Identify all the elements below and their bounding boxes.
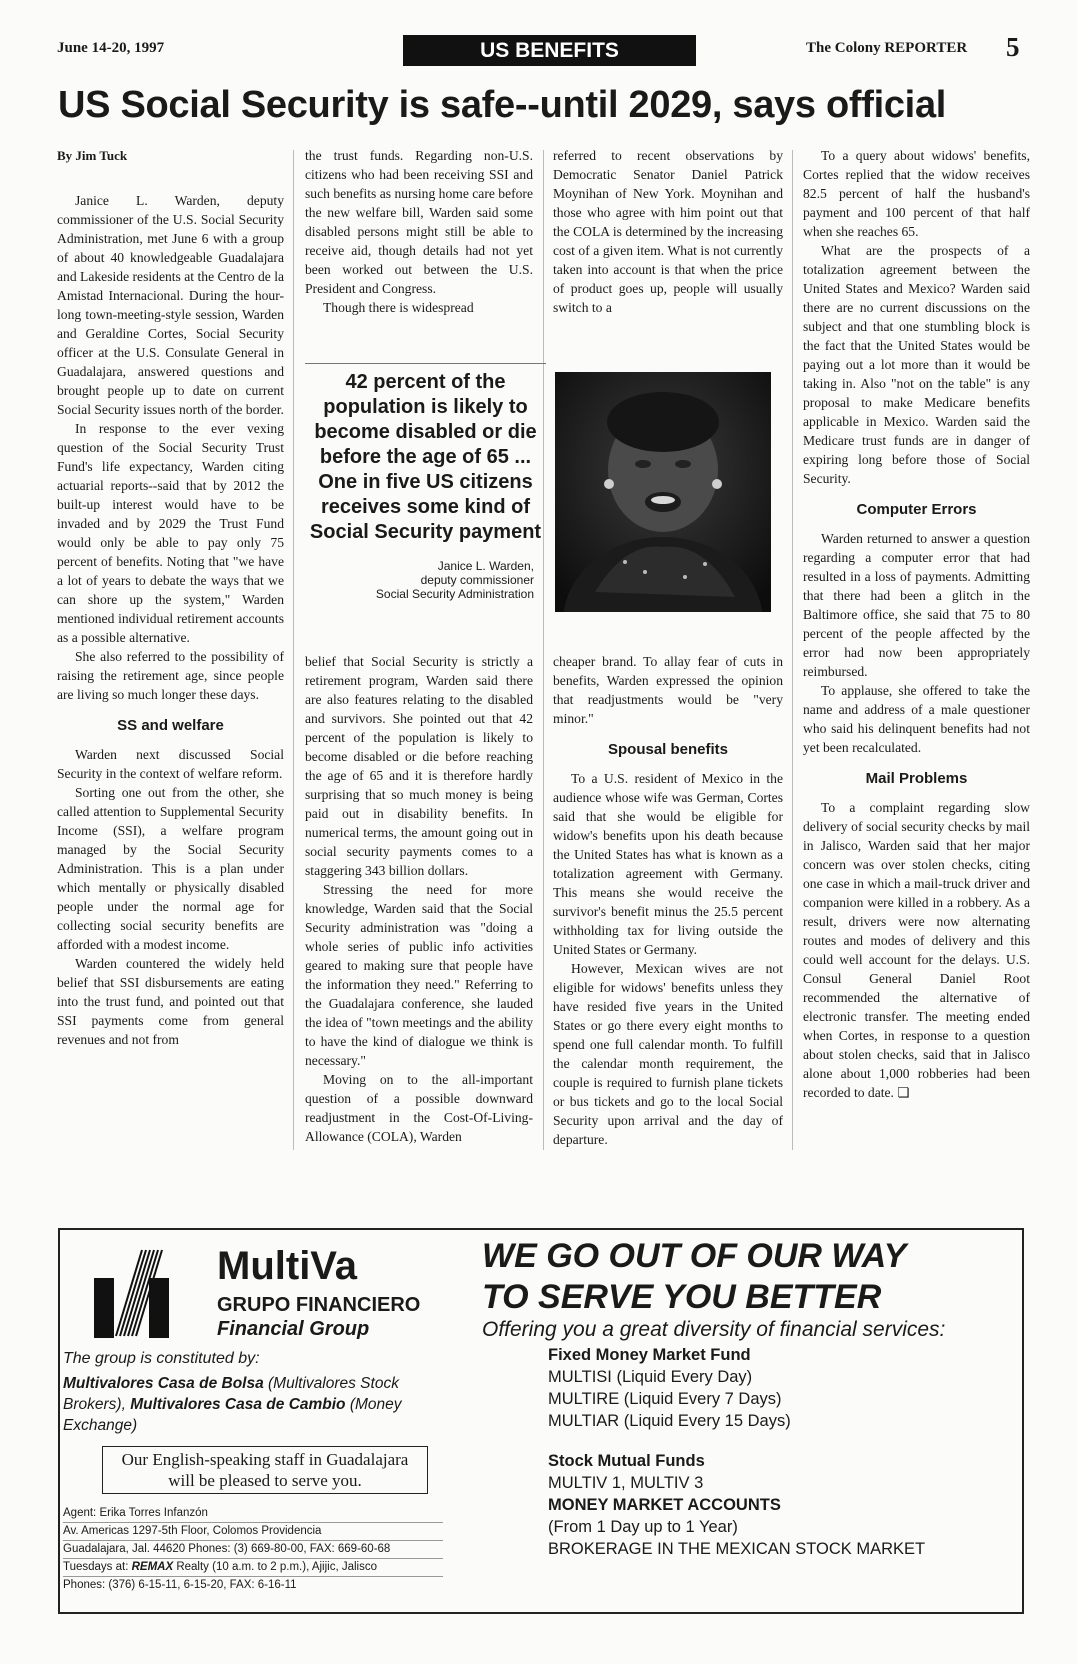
service-heading: Stock Mutual Funds: [548, 1452, 705, 1470]
paragraph: To applause, she offered to take the name and address of a male questioner who said his delinquent benefits had not yet been recalculated.: [803, 683, 1030, 755]
paragraph: To a complaint regarding slow delivery of social security checks by mail in Jalisco, Warden said that her major concern was over stolen checks, citing one case in which a mail-truck driver and companion were killed in a robbery. As a result, drivers were now alternating routes and modes of delivery and this could well account for the delays. U.S. Consul General Daniel Root recommended the alternative of electronic transfer. The meeting ended when Cortes, in response to a question about stolen checks, said that in Jalisco alone about 1,000 robberies had been recorded to date. ❏: [803, 800, 1030, 1100]
service-item: MULTIAR (Liquid Every 15 Days): [548, 1412, 791, 1430]
paragraph: the trust funds. Regarding non-U.S. citizens who had been receiving SSI and such benefits as nursing home care before the new welfare bill, Warden said some disabled persons might still be able to receive aid, though details had not yet been worked out between the U.S. President and Congress.: [305, 148, 533, 296]
contact-line: Guadalajara, Jal. 44620 Phones: (3) 669-80-00, FAX: 669-60-68: [63, 1541, 443, 1559]
attribution-org: Social Security Administration: [375, 587, 534, 601]
ad-brand-subtitle: GRUPO FINANCIERO: [217, 1294, 421, 1316]
subhead-spousal-benefits: Spousal benefits: [607, 741, 729, 758]
ad-group-members: [63, 1373, 425, 1436]
section-banner: US BENEFITS: [403, 35, 696, 66]
paragraph: What are the prospects of a totalization agreement between the United States and Mexico? Warden said there are no current discussions on the subject and that one stumbling block is the fact that the United States would be paying out a lot more than it would be taking in. Also "not on the table" is any proposal to make Medicare benefits applicable in Mexico. Warden said the Medicare trust funds are in danger of expiring long before those of Social Security.: [803, 243, 1030, 486]
subhead-mail-problems: Mail Problems: [865, 770, 968, 787]
contact-text: Tuesdays at:: [63, 1561, 132, 1573]
contact-line: Phones: (376) 6-15-11, 6-15-20, FAX: 6-16-11: [63, 1579, 297, 1591]
article-column-2-bottom: [305, 652, 533, 1146]
multiva-advertisement: [58, 1228, 1024, 1614]
speaker-photo: [555, 372, 771, 612]
service-item: MULTIV 1, MULTIV 3: [548, 1474, 704, 1492]
contact-line: Agent: Erika Torres Infanzón: [63, 1505, 443, 1523]
ad-services-list: [548, 1344, 925, 1560]
service-item: MULTISI (Liquid Every Day): [548, 1368, 753, 1386]
pull-quote-attribution: [305, 559, 546, 601]
ad-slogan: [482, 1236, 906, 1318]
attribution-name: Janice L. Warden,: [437, 559, 534, 573]
article-column-1: [57, 146, 284, 1049]
pull-quote: [305, 363, 546, 637]
ad-brand-name: MultiVa: [217, 1244, 358, 1288]
paragraph: To a query about widows' benefits, Cortes replied that the widow receives 82.5 percent of half the husband's payment and 100 percent of that half when she reaches 65.: [803, 148, 1030, 239]
contact-text: Realty (10 a.m. to 2 p.m.), Ajijic, Jalisco: [173, 1561, 378, 1573]
group-member-2: Multivalores Casa de Cambio: [130, 1396, 346, 1413]
masthead: [0, 0, 1077, 90]
headline: US Social Security is safe--until 2029, says official: [58, 84, 947, 126]
staff-line: will be pleased to serve you.: [168, 1471, 362, 1490]
paragraph: Warden returned to answer a question regarding a computer error that had resulted in a loss of payments. Admitting that there had been a glitch in the Baltimore office, she said that 75 to 80 percent of the people affected by the error had now been appropriately reimbursed.: [803, 531, 1030, 679]
ad-offer: Offering you a great diversity of financial services:: [482, 1318, 946, 1341]
paragraph: Stressing the need for more knowledge, Warden said that the Social Security administration was "doing a whole series of public info activities geared to making sure that people have the information they need." Referring to the Guadalajara conference, she lauded the idea of "town meetings and the ability to have the kind of dialogue we think is necessary.": [305, 882, 533, 1068]
ad-contact-info: [63, 1505, 443, 1594]
paragraph: Moving on to the all-important question of a possible downward readjustment in the Cost-Of-Living-Allowance (COLA), Warden: [305, 1072, 533, 1144]
paragraph: To a U.S. resident of Mexico in the audience whose wife was German, Cortes said that she would be eligible for widow's benefits upon his death because the United States has what is known as a totalization agreement with Germany. This means she would receive the survivor's benefit minus the 25.5 percent withholding tax for living outside the United States or Germany.: [553, 771, 783, 957]
staff-line: Our English-speaking staff in Guadalajara: [121, 1450, 409, 1469]
byline: By Jim Tuck: [57, 148, 128, 163]
article-column-2-top: [305, 146, 533, 317]
paper-name: The Colony REPORTER: [806, 40, 968, 56]
service-item: MULTIRE (Liquid Every 7 Days): [548, 1390, 782, 1408]
speaker-photo-image: [555, 372, 771, 612]
pull-quote-text: 42 percent of the population is likely to become disabled or die before the age of 65 ... One in five US citizens receives some kind of Social Security payment: [309, 371, 542, 543]
ad-brand-tagline: Financial Group: [217, 1318, 370, 1340]
group-member-1: Multivalores Casa de Bolsa: [63, 1375, 264, 1392]
paragraph: Sorting one out from the other, she called attention to Supplemental Security Income (SSI), a welfare program managed by the Social Security Administration. This is a plan under which mentally or physically disabled people under the normal age for collecting social security benefits are afforded with a modest income.: [57, 785, 284, 952]
column-rule: [293, 150, 294, 1150]
subhead-computer-errors: Computer Errors: [856, 501, 977, 518]
column-rule: [792, 150, 793, 1150]
slogan-line: TO SERVE YOU BETTER: [482, 1278, 882, 1316]
paragraph: Warden countered the widely held belief that SSI disbursements are eating into the trust fund, and pointed out that SSI payments come from general revenues and not from: [57, 956, 284, 1047]
paragraph: Though there is widespread: [323, 300, 474, 315]
service-heading: MONEY MARKET ACCOUNTS: [548, 1496, 781, 1514]
service-item: (From 1 Day up to 1 Year): [548, 1518, 738, 1536]
page-number: 5: [1006, 32, 1020, 62]
paragraph: Warden next discussed Social Security in the context of welfare reform.: [57, 747, 284, 781]
subhead-ss-welfare: SS and welfare: [117, 717, 224, 734]
paragraph: Janice L. Warden, deputy commissioner of the U.S. Social Security Administration, met June 6 with a group of about 40 knowledgeable Guadalajara and Lakeside residents at the Centro de la Amistad Internacional. During the hour-long town-meeting-style session, Warden and Geraldine Cortes, Social Security officer at the U.S. Consulate General in Guadalajara, answered questions and brought people up to date on current Social Security issues north of the border.: [57, 193, 284, 417]
article-column-4: [803, 146, 1030, 1102]
service-heading: Fixed Money Market Fund: [548, 1346, 751, 1364]
group-member-1-note: (Multivalores Stock Brokers),: [63, 1375, 399, 1413]
issue-date: June 14-20, 1997: [57, 40, 165, 56]
paragraph: She also referred to the possibility of raising the retirement age, since people are living so much longer these days.: [57, 649, 284, 702]
article-column-3-bottom: [553, 652, 783, 1149]
group-member-2-note: (Money Exchange): [63, 1396, 402, 1434]
paragraph: cheaper brand. To allay fear of cuts in benefits, Warden expressed the opinion that readjustments would be "very minor.": [553, 654, 783, 726]
contact-line: [63, 1559, 443, 1577]
ad-group-intro: The group is constituted by:: [63, 1350, 260, 1367]
paragraph: In response to the ever vexing question of the Social Security Trust Fund's life expectancy, Warden citing actuarial reports--said that by 2012 the built-up interest would have to be invaded and by 2029 the Trust Fund would only be able to pay only 75 percent of benefits. Noting that "we have a lot of years to debate the ways that we can shore up the system," Warden mentioned individual retirement accounts as a possible alternative.: [57, 421, 284, 645]
column-rule: [543, 150, 544, 1150]
multiva-logo-icon: [94, 1248, 169, 1338]
slogan-line: WE GO OUT OF OUR WAY: [482, 1237, 907, 1275]
contact-remax: REMAX: [131, 1561, 174, 1573]
ad-staff-box: [102, 1446, 428, 1494]
paragraph: However, Mexican wives are not eligible for widows' benefits unless they have resided five years in the United States or go there every eight months to spend one full calendar month. To fulfill the calendar month requirement, the couple is required to furnish plane tickets or bus tickets and go to the local Social Security upon arrival and the day of departure.: [553, 961, 783, 1147]
service-item: BROKERAGE IN THE MEXICAN STOCK MARKET: [548, 1540, 926, 1558]
paragraph: referred to recent observations by Democratic Senator Daniel Patrick Moynihan of New York. Moynihan and those who agree with him point out that the COLA is determined by the increasing cost of a given item. What is not currently taken into account is that when the price of product goes up, people will usually switch to a: [553, 148, 783, 315]
article-column-3-top: [553, 146, 783, 317]
attribution-title: deputy commissioner: [420, 573, 534, 587]
paragraph: belief that Social Security is strictly a retirement program, Warden said there are also features relating to the disabled and survivors. She pointed out that 42 percent of the population is likely to become disabled or die before reaching the age of 65 and it is therefore hardly surprising that so much money is being paid out in disability benefits. In numerical terms, the amount going out in social security payments comes to a staggering 343 billion dollars.: [305, 654, 533, 878]
contact-line: Av. Americas 1297-5th Floor, Colomos Providencia: [63, 1523, 443, 1541]
